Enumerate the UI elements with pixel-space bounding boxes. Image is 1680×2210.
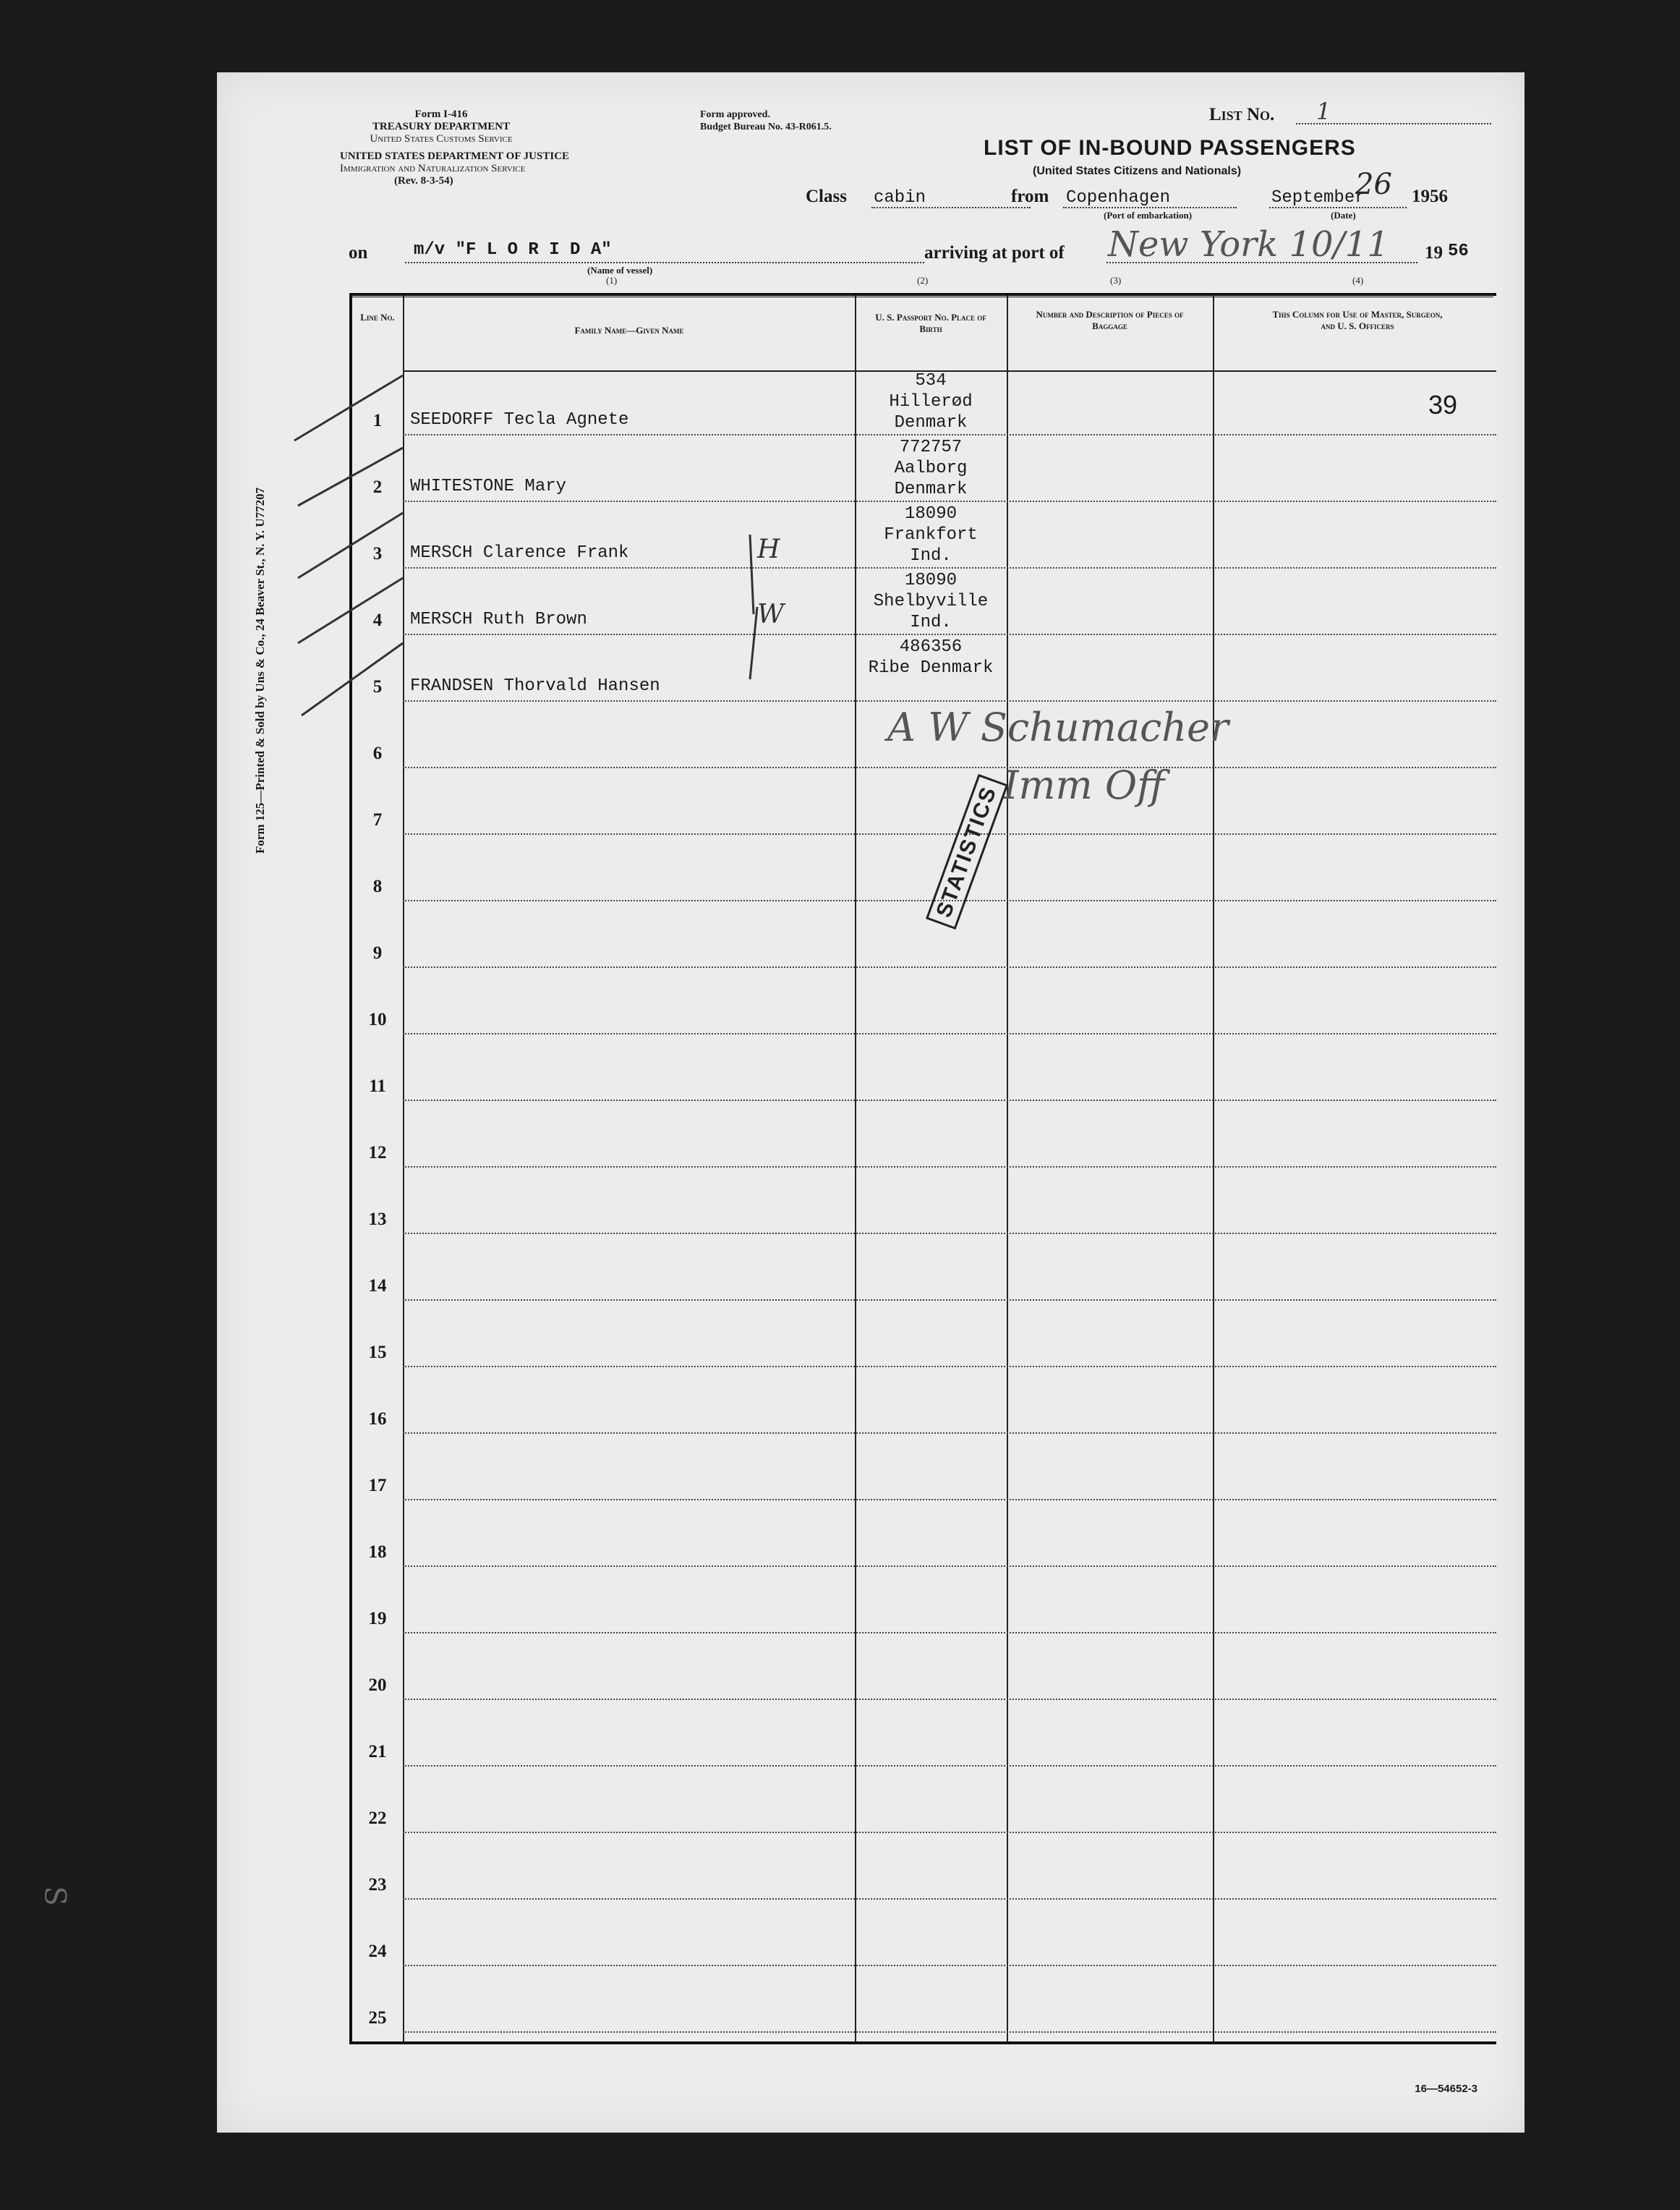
line-number: 11 — [369, 1076, 386, 1096]
row-dotted-line — [403, 1432, 1496, 1434]
officer-title: Imm Off — [1003, 762, 1165, 808]
line-number: 4 — [372, 611, 383, 630]
row-dotted-line — [403, 1832, 1496, 1833]
arrival-port: New York 10/11 — [1108, 224, 1389, 265]
row-dotted-line — [403, 1765, 1496, 1767]
line-number: 22 — [368, 1809, 387, 1828]
on-label: on — [349, 243, 368, 263]
col-header-passport: U. S. Passport No. Place of Birth — [875, 312, 986, 334]
row-dotted-line — [403, 1166, 1496, 1168]
table-row — [352, 1968, 1496, 2034]
table-row — [352, 969, 1496, 1036]
arrival-dots — [1107, 262, 1417, 263]
table-row — [352, 1635, 1496, 1701]
budget-bureau: Budget Bureau No. 43-R061.5. — [700, 122, 832, 132]
line-number: 12 — [368, 1143, 387, 1163]
revision: (Rev. 8-3-54) — [394, 175, 453, 187]
check-stroke-5 — [302, 643, 403, 715]
list-no-dots — [1296, 123, 1491, 124]
line-number: 14 — [368, 1276, 387, 1296]
birthplace: Frankfort Ind. — [884, 525, 978, 566]
line-number: 8 — [372, 877, 383, 896]
row-dotted-line — [403, 1898, 1496, 1900]
line-number: 7 — [372, 810, 383, 830]
col-num-2: (2) — [917, 275, 929, 286]
date-caption: (Date) — [1331, 210, 1356, 221]
form-approval — [700, 109, 832, 133]
col-header-baggage: Number and Description of Pieces of Baggage — [1036, 309, 1184, 331]
line-number: 5 — [372, 677, 383, 697]
from-dots — [1063, 207, 1237, 208]
passenger-name: FRANDSEN Thorvald Hansen — [410, 676, 660, 696]
col-num-3: (3) — [1110, 275, 1122, 286]
table-row — [352, 1435, 1496, 1502]
birthplace: Aalborg Denmark — [894, 459, 968, 499]
row-dotted-line — [403, 1565, 1496, 1567]
edge-mark: S — [38, 1886, 72, 1906]
agency-header — [333, 109, 550, 145]
birthplace: Shelbyville Ind. — [873, 592, 989, 632]
officer-signature: A W Schumacher — [887, 705, 1229, 750]
line-number: 1 — [372, 411, 383, 430]
mark-line-3: H — [757, 535, 780, 564]
birthplace: Hillerød Denmark — [889, 392, 973, 433]
form-number: Form I-416 — [414, 109, 468, 120]
passenger-table — [349, 293, 1496, 2044]
table-row — [352, 903, 1496, 969]
treasury-dept: TREASURY DEPARTMENT — [372, 121, 511, 132]
passenger-name: SEEDORFF Tecla Agnete — [410, 410, 629, 430]
table-row — [352, 1835, 1496, 1901]
check-stroke-3 — [298, 513, 403, 578]
from-label: from — [1011, 187, 1049, 206]
birthplace: Ribe Denmark — [868, 658, 994, 678]
list-no-label: List No. — [1209, 105, 1275, 124]
vessel-dots — [405, 262, 924, 263]
col-header-officers: This Column for Use of Master, Surgeon, and U. S. Officers — [1272, 309, 1443, 331]
table-row — [352, 1502, 1496, 1568]
col-num-4: (4) — [1352, 275, 1364, 286]
mark-line-4: W — [757, 600, 785, 629]
line-number: 15 — [368, 1343, 387, 1362]
class-value: cabin — [874, 188, 926, 208]
line-number: 20 — [368, 1675, 387, 1695]
row-dotted-line — [403, 1965, 1496, 1966]
line-number: 2 — [372, 477, 383, 497]
row-dotted-line — [403, 1233, 1496, 1234]
passenger-name: MERSCH Clarence Frank — [410, 543, 629, 563]
page-subtitle: (United States Citizens and Nationals) — [1033, 165, 1242, 177]
table-row — [352, 1901, 1496, 1968]
list-no-value: 1 — [1316, 98, 1331, 125]
row-dotted-line — [403, 1100, 1496, 1101]
table-row — [352, 1768, 1496, 1835]
check-stroke-2 — [298, 448, 403, 506]
col-header-name: Family Name—Given Name — [574, 325, 684, 336]
embarkation-month: September — [1271, 188, 1365, 208]
form-approved-text: Form approved. — [700, 109, 770, 120]
bracket-stroke-4 — [750, 607, 757, 679]
embarkation-day: 26 — [1355, 168, 1392, 201]
line-number: 23 — [368, 1875, 387, 1895]
col-header-line: Line No. — [360, 312, 395, 323]
passenger-name: MERSCH Ruth Brown — [410, 610, 587, 629]
passport-number: 534 — [915, 371, 947, 391]
line-number: 24 — [368, 1942, 387, 1961]
col-num-1: (1) — [606, 275, 618, 286]
table-row — [352, 1102, 1496, 1169]
embarkation-port: Copenhagen — [1066, 188, 1171, 208]
row-dotted-line — [403, 1632, 1496, 1633]
customs-service: United States Customs Service — [370, 133, 513, 145]
line-number: 3 — [372, 544, 383, 564]
date-dots — [1269, 207, 1407, 208]
row-dotted-line — [403, 1699, 1496, 1700]
justice-dept: UNITED STATES DEPARTMENT OF JUSTICE — [340, 150, 570, 162]
printer-imprint: Form 125—Printed & Sold by Uns & Co., 24 Beaver St., N. Y. U77207 — [253, 487, 267, 854]
passenger-name: WHITESTONE Mary — [410, 477, 567, 496]
vessel-name: m/v "F L O R I D A" — [414, 240, 612, 260]
arrival-year-prefix: 19 — [1425, 243, 1443, 263]
line-number: 9 — [372, 943, 383, 963]
line-number: 18 — [368, 1542, 387, 1562]
line-number: 19 — [368, 1609, 387, 1628]
line-number: 6 — [372, 744, 383, 763]
line-number: 17 — [368, 1476, 387, 1495]
port-caption: (Port of embarkation) — [1104, 210, 1193, 221]
row-dotted-line — [403, 2031, 1496, 2033]
arriving-label: arriving at port of — [924, 243, 1065, 263]
row-dotted-line — [403, 1499, 1496, 1500]
line-number: 13 — [368, 1210, 387, 1229]
officer-count: 39 — [1428, 390, 1458, 420]
row-dotted-line — [403, 1299, 1496, 1301]
passenger-manifest-page — [217, 72, 1525, 2133]
vessel-caption: (Name of vessel) — [587, 265, 653, 276]
row-dotted-line — [403, 1033, 1496, 1034]
statistics-stamp: STATISTICS — [926, 774, 1008, 930]
handwritten-strokes — [294, 368, 1438, 875]
line-number: 21 — [368, 1742, 387, 1761]
bleed-through-text — [419, 1519, 424, 1538]
table-row — [352, 1036, 1496, 1102]
line-number: 16 — [368, 1409, 387, 1429]
table-row — [352, 1236, 1496, 1302]
line-number: 25 — [368, 2008, 387, 2028]
check-stroke-1 — [294, 375, 403, 441]
passport-number: 486356 — [899, 637, 963, 657]
class-dots — [871, 207, 1031, 208]
ins-service: Immigration and Naturalization Service — [340, 163, 526, 174]
table-row — [352, 1369, 1496, 1435]
arrival-year: 56 — [1448, 242, 1469, 261]
table-row — [352, 1169, 1496, 1236]
passport-number: 772757 — [899, 438, 963, 457]
form-code: 16—54652-3 — [1415, 2083, 1478, 2095]
table-row — [352, 1568, 1496, 1635]
table-row — [352, 1302, 1496, 1369]
class-label: Class — [806, 187, 847, 206]
bracket-stroke-3 — [750, 535, 754, 614]
check-stroke-4 — [298, 578, 403, 643]
line-number: 10 — [368, 1010, 387, 1029]
passport-number: 18090 — [904, 571, 957, 590]
row-dotted-line — [403, 966, 1496, 968]
page-title: LIST OF IN-BOUND PASSENGERS — [984, 136, 1356, 160]
embarkation-year: 1956 — [1412, 187, 1448, 206]
row-dotted-line — [403, 1366, 1496, 1367]
table-row — [352, 1701, 1496, 1768]
passport-number: 18090 — [904, 504, 957, 524]
justice-header — [340, 150, 570, 187]
